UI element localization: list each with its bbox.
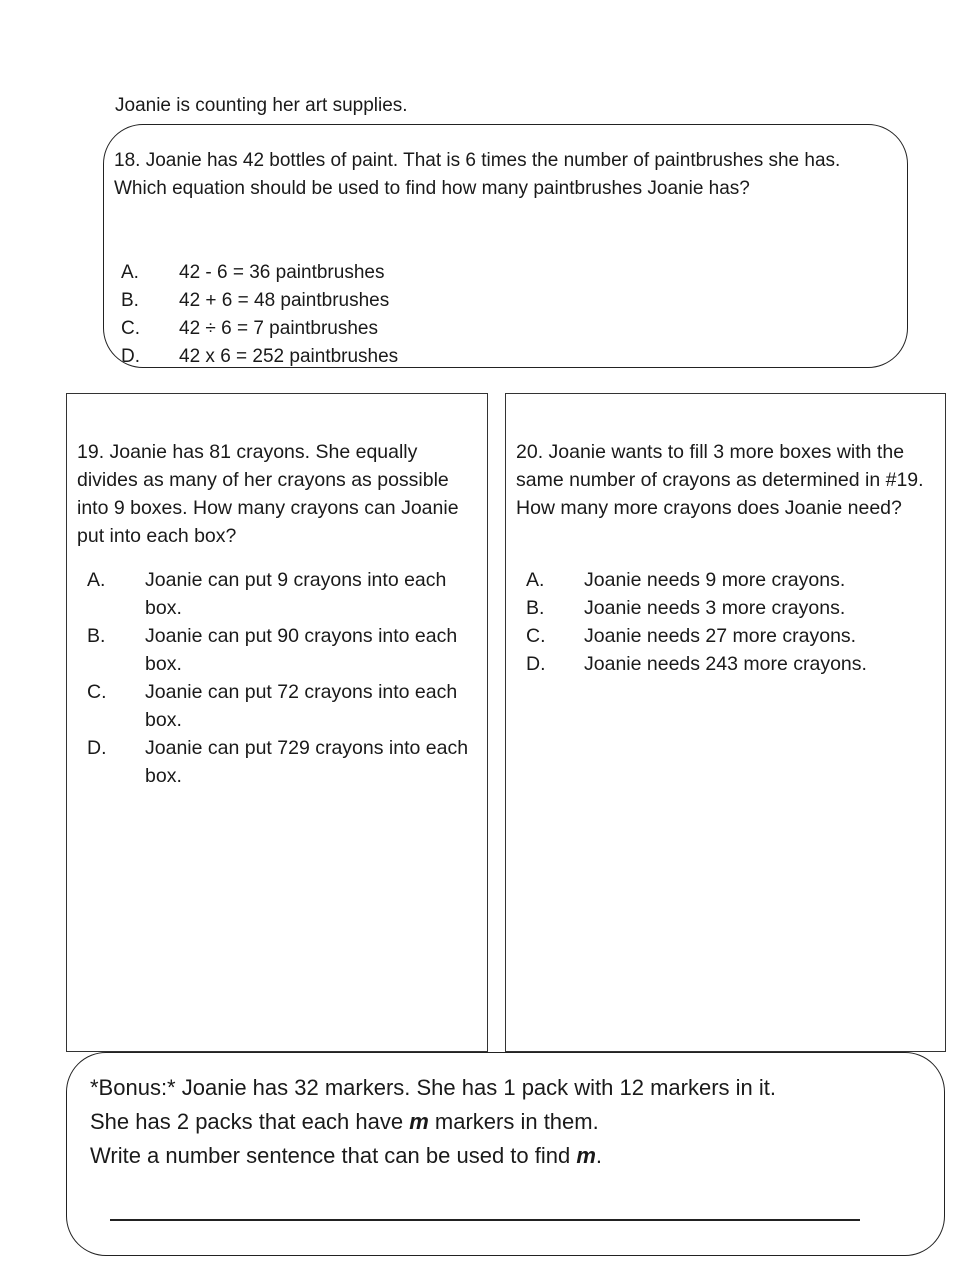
question-19-box	[66, 393, 488, 1052]
bonus-line-3: Write a number sentence that can be used to find m.	[90, 1143, 603, 1168]
option-b[interactable]: B. Joanie can put 90 crayons into each box.	[87, 625, 458, 675]
question-19-text: 19. Joanie has 81 crayons. She equally divides as many of her crayons as possible into 9 boxes. How many crayons can Joanie put into each box?	[77, 441, 459, 547]
question-19-options	[87, 566, 477, 790]
option-b[interactable]: B. Joanie needs 3 more crayons.	[526, 597, 846, 619]
option-d[interactable]: D. Joanie can put 729 crayons into each box.	[87, 737, 469, 787]
intro-text: Joanie is counting her art supplies.	[115, 95, 408, 116]
option-c[interactable]: C. Joanie can put 72 crayons into each box.	[87, 681, 458, 731]
bonus-line-2: She has 2 packs that each have m markers in them.	[90, 1109, 599, 1134]
option-a[interactable]: A. Joanie needs 9 more crayons.	[526, 569, 846, 591]
question-18-box	[103, 124, 908, 368]
question-20-box	[505, 393, 946, 1052]
question-20-options	[526, 566, 935, 678]
question-18-text: 18. Joanie has 42 bottles of paint. That is 6 times the number of paintbrushes she has. Which equation should be used to find how many paintbrushes Joanie has?	[114, 150, 841, 199]
question-18-options	[121, 259, 398, 368]
option-d[interactable]: D. 42 x 6 = 252 paintbrushes	[121, 346, 399, 367]
option-c[interactable]: C. 42 ÷ 6 = 7 paintbrushes	[121, 318, 378, 339]
question-20-text: 20. Joanie wants to fill 3 more boxes with the same number of crayons as determined in #19. How many more crayons does Joanie need?	[516, 441, 924, 519]
option-b[interactable]: B. 42 + 6 = 48 paintbrushes	[121, 290, 390, 311]
option-a[interactable]: A. 42 - 6 = 36 paintbrushes	[121, 262, 385, 283]
option-c[interactable]: C. Joanie needs 27 more crayons.	[526, 625, 857, 647]
variable-m: m	[409, 1109, 429, 1134]
variable-m: m	[576, 1143, 596, 1168]
bonus-box	[66, 1052, 945, 1256]
answer-line[interactable]	[110, 1219, 860, 1221]
bonus-text	[90, 1071, 776, 1173]
bonus-line-1: *Bonus:* Joanie has 32 markers. She has 1 pack with 12 markers in it.	[90, 1075, 777, 1100]
option-a[interactable]: A. Joanie can put 9 crayons into each box.	[87, 569, 447, 619]
option-d[interactable]: D. Joanie needs 243 more crayons.	[526, 653, 867, 675]
